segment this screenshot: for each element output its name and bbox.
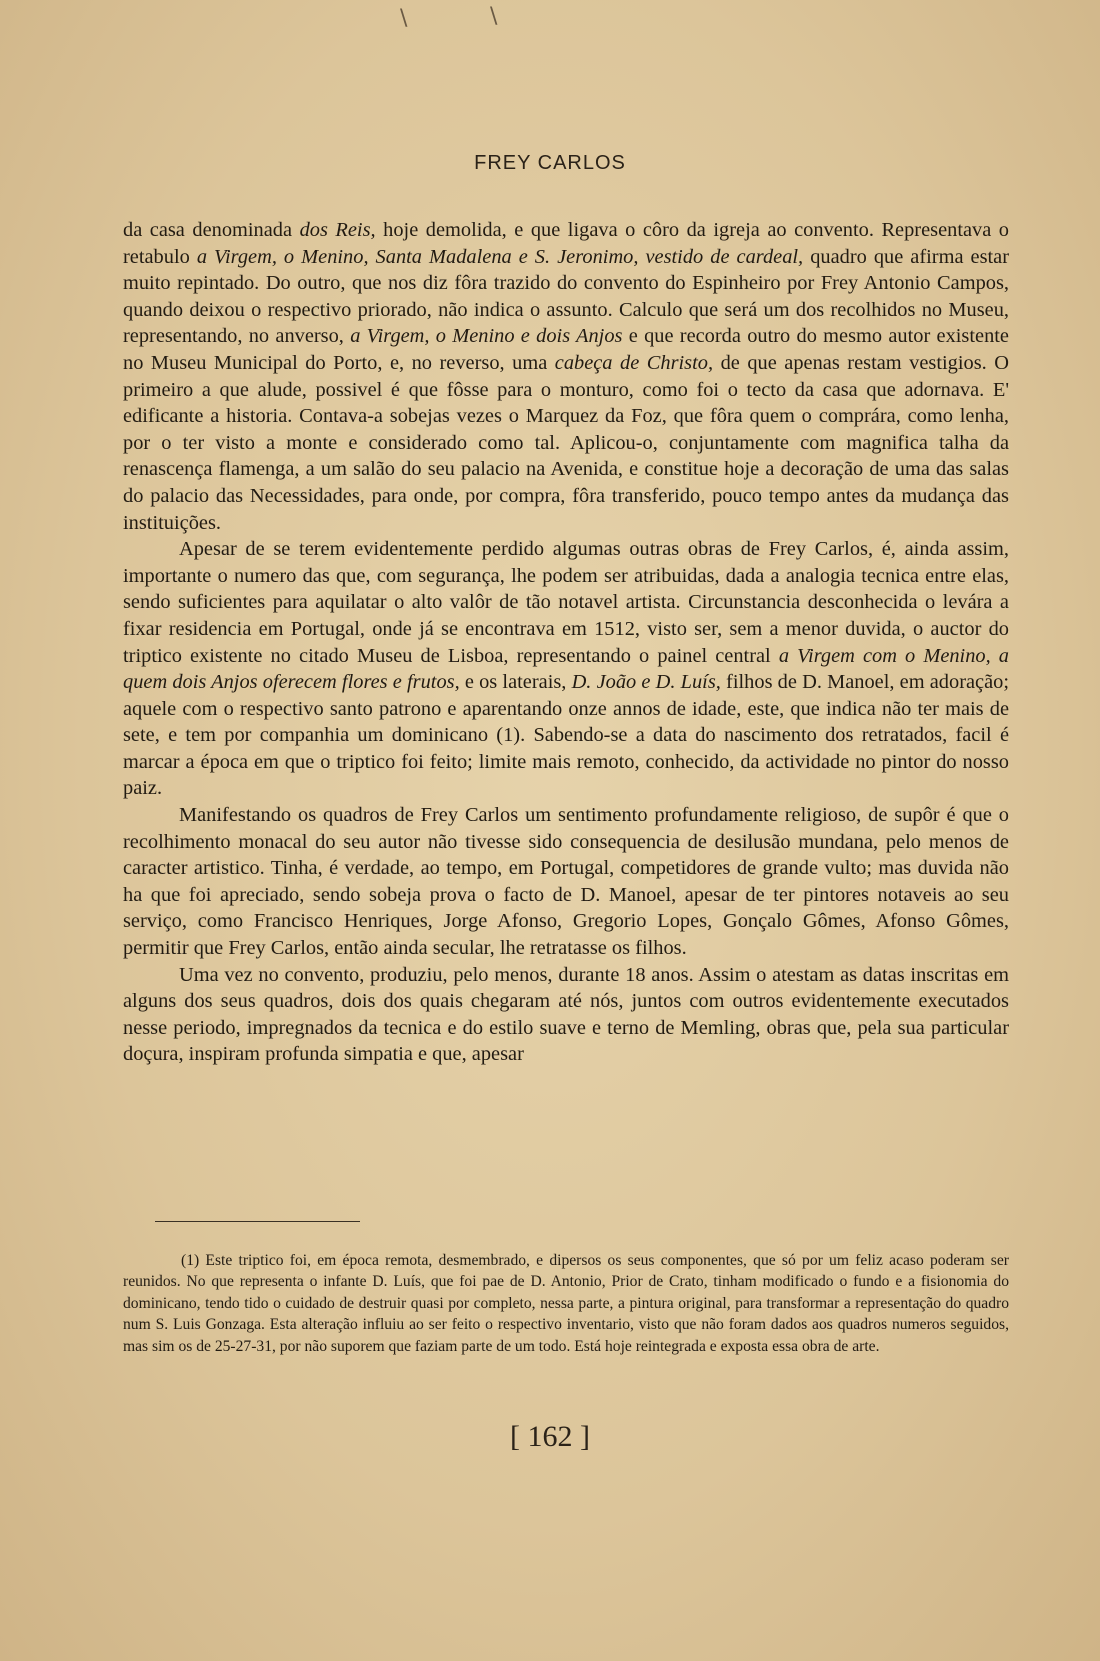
- italic-title-run: D. João e D. Luís,: [571, 671, 721, 694]
- italic-title-run: cabeça de Christo,: [554, 351, 714, 374]
- text-run: quadro que afirma estar muito repintado. Do outro, que nos diz fôra trazido do convento do Espinheiro por Frey Antonio Campos, quando deixou o respectivo priorado, não indica o assunto. Calculo que será um dos recolhidos no Museu, representando, no anverso,: [123, 245, 1010, 348]
- text-run: filhos de D. Manoel, em adoração; aquele com o respectivo santo patrono e aparentando onze annos de idade, este, que indica não ter mais de sete, e tem por companhia um dominicano (1). Sabendo-se a data do nascimento dos retratados, facil é marcar a época em que o triptico foi feito; limite mais remoto, conhecido, da actividade no pintor do nosso paiz.: [123, 671, 1010, 800]
- body-paragraph: [123, 962, 1009, 1068]
- text-run: e os laterais,: [459, 671, 572, 694]
- paper-mark: \: [490, 4, 498, 29]
- italic-title-run: a Virgem, o Menino, Santa Madalena e S. Jeronimo, vestido de cardeal,: [196, 245, 804, 268]
- body-text: [123, 217, 1009, 1068]
- text-run: Apesar de se terem evidentemente perdido algumas outras obras de Frey Carlos, é, ainda assim, importante o numero das que, com segurança, lhe podem ser atribuidas, dada a analogia tecnica entre elas, sendo suficientes para aquilatar o alto valôr de tão notavel artista. Circunstancia desconhecida o levára a fixar residencia em Portugal, onde já se encontrava em 1512, visto ser, sem a menor duvida, o auctor do triptico existente no citado Museu de Lisboa, representando o painel central: [123, 538, 1009, 667]
- italic-title-run: a Virgem, o Menino e dois Anjos: [350, 325, 623, 348]
- text-run: e que recorda outro do mesmo autor existente no Museu Municipal do Porto, e, no reverso, uma: [123, 325, 1009, 374]
- paper-mark: \: [400, 6, 408, 31]
- footnote-text: (1) Este triptico foi, em época remota, desmembrado, e dipersos os seus componentes, que só por um feliz acaso poderam ser reunidos. No que representa o infante D. Luís, que foi pae de D. Antonio, Prior de Crato, tinham modificado o fundo e a fisionomia do dominicano, tendo tido o cuidado de destruir quasi por completo, nessa parte, a pintura original, para transformar a representação do quadro num S. Luis Gonzaga. Esta alteração influiu ao ser feito o respectivo inventario, visto que não foram dados aos quadros numeros seguidos, mas sim os de 25-27-31, por não suporem que faziam parte de um todo. Está hoje reintegrada e exposta essa obra de arte.: [123, 1252, 1009, 1355]
- italic-title-run: a Virgem com o Menino, a quem dois Anjos oferecem flores e frutos,: [123, 644, 1010, 694]
- italic-title-run: dos Reis,: [299, 219, 376, 241]
- text-run: hoje demolida, e que ligava o côro da igreja ao convento. Representava o retabulo: [123, 219, 1009, 268]
- running-title: FREY CARLOS: [474, 152, 626, 174]
- text-run: de que apenas restam vestigios. O primeiro a que alude, possivel é que fôsse para o monturo, como foi o tecto da casa que adornava. E' edificante a historia. Contava-a sobejas vezes o Marquez da Foz, que fôra quem o comprára, como lenha, por o ter visto a monte e considerado como tal. Aplicou-o, conjuntamente com magnifica talha da renascença flamenga, a um salão do seu palacio na Avenida, e constitue hoje a decoração de uma das salas do palacio das Necessidades, para onde, por compra, fôra transferido, pouco tempo antes da mudança das instituições.: [123, 351, 1010, 534]
- text-run: da casa denominada: [123, 219, 300, 241]
- footnote-rule: [155, 1221, 360, 1222]
- footnote: [123, 1250, 1009, 1357]
- body-paragraph: [123, 802, 1009, 962]
- body-paragraph: [123, 536, 1009, 802]
- text-run: Manifestando os quadros de Frey Carlos um sentimento profundamente religioso, de supôr é que o recolhimento monacal do seu autor não tivesse sido consequencia de desilusão mundana, pelo menos de caracter artistico. Tinha, é verdade, ao tempo, em Portugal, competidores de grande vulto; mas duvida não ha que foi apreciado, sendo sobeja prova o facto de D. Manoel, apesar de ter pintores notaveis ao seu serviço, como Francisco Henriques, Jorge Afonso, Gregorio Lopes, Gonçalo Gômes, Afonso Gômes, permitir que Frey Carlos, então ainda secular, lhe retratasse os filhos.: [123, 804, 1009, 960]
- text-run: Uma vez no convento, produziu, pelo menos, durante 18 anos. Assim o atestam as datas inscritas em alguns dos seus quadros, dois dos quais chegaram até nós, juntos com outros evidentemente executados nesse periodo, impregnados da tecnica e do estilo suave e terno de Memling, obras que, pela sua particular doçura, inspiram profunda simpatia e que, apesar: [123, 963, 1009, 1066]
- page-number: [ 162 ]: [510, 1420, 590, 1453]
- body-paragraph: [123, 217, 1009, 536]
